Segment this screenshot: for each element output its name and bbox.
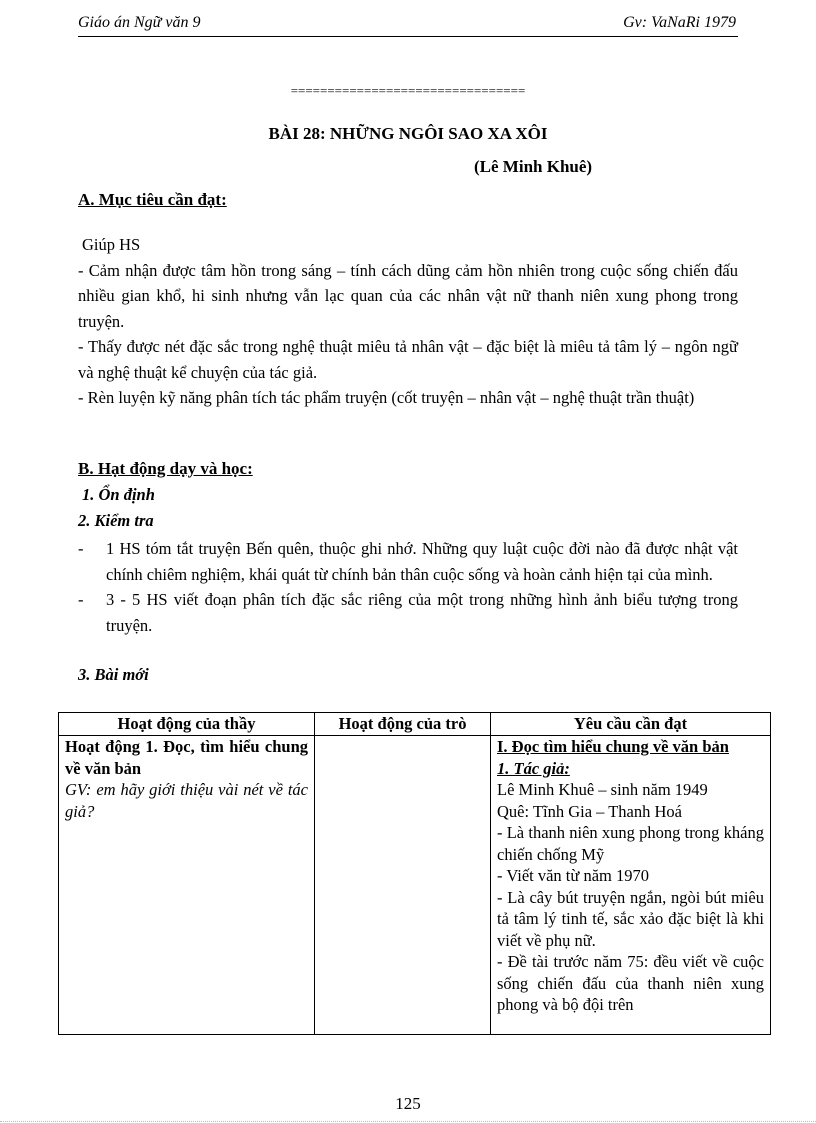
list-marker: - [78, 590, 84, 609]
requirement-line: Lê Minh Khuê – sinh năm 1949 [497, 780, 708, 799]
footer-rule [0, 1121, 816, 1122]
check-item [78, 536, 738, 587]
requirement-line: - Đề tài trước năm 75: đều viết về cuộc sống chiến đấu của thanh niên xung phong và bộ đội trên [497, 952, 764, 1014]
requirement-line: - Viết văn từ năm 1970 [497, 866, 649, 885]
lesson-table [58, 712, 771, 1035]
check-text: 1 HS tóm tắt truyện Bến quên, thuộc ghi nhớ. Những quy luật cuộc đời nào đã được nhật vật chính chiêm nghiệm, khái quát từ chính bản thân cuộc sống và hoàn cảnh hiện tại của mình. [106, 539, 738, 584]
requirements-cell [491, 736, 771, 1035]
lesson-author: (Lê Minh Khuê) [474, 157, 593, 176]
check-text: 3 - 5 HS viết đoạn phân tích đặc sắc riêng của một trong những hình ảnh biểu tượng trong truyện. [106, 590, 738, 635]
objective-point: - Thấy được nét đặc sắc trong nghệ thuật miêu tả nhân vật – đặc biệt là miêu tả tâm lý – ngôn ngữ và nghệ thuật kể chuyện của tác giả. [78, 337, 738, 382]
student-cell [315, 736, 491, 1035]
section-a-intro: Giúp HS [82, 235, 141, 254]
section-a-heading: A. Mục tiêu cần đạt: [78, 190, 227, 209]
activity-title: Hoạt động 1. Đọc, tìm hiểu chung về văn bản [65, 737, 308, 778]
requirements-subheading: 1. Tác giả: [497, 758, 570, 778]
teacher-question: GV: em hãy giới thiệu vài nét về tác giả? [65, 780, 308, 821]
column-header-requirements: Yêu cầu cần đạt [491, 713, 771, 736]
step-2: 2. Kiểm tra [78, 511, 154, 530]
header-left: Giáo án Ngữ văn 9 [78, 14, 201, 31]
requirement-line: Quê: Tĩnh Gia – Thanh Hoá [497, 801, 682, 821]
column-header-student: Hoạt động của trò [315, 713, 491, 736]
objective-point: - Rèn luyện kỹ năng phân tích tác phẩm truyện (cốt truyện – nhân vật – nghệ thuật trần thuật) [78, 388, 695, 407]
step-1: 1. Ổn định [82, 485, 155, 504]
step-3: 3. Bài mới [78, 665, 149, 684]
section-a-body [78, 232, 738, 411]
requirement-line: - Là cây bút truyện ngắn, ngòi bút miêu tả tâm lý tinh tế, sắc xảo đặc biệt là khi viết về phụ nữ. [497, 887, 764, 950]
check-item [78, 587, 738, 638]
check-list [78, 536, 738, 638]
list-marker: - [78, 539, 84, 558]
section-b-heading: B. Hạt động dạy và học: [78, 459, 253, 478]
lesson-title: BÀI 28: NHỮNG NGÔI SAO XA XÔI [268, 124, 548, 143]
requirement-line: - Là thanh niên xung phong trong kháng chiến chống Mỹ [497, 823, 764, 864]
column-header-teacher: Hoạt động của thầy [59, 713, 315, 736]
header-rule [78, 36, 738, 37]
table-row [59, 736, 771, 1035]
page-number: 125 [395, 1094, 421, 1113]
objective-point: - Cảm nhận được tâm hồn trong sáng – tính cách dũng cảm hồn nhiên trong cuộc sống chiến đấu nhiều gian khổ, hi sinh nhưng vẫn lạc quan của các nhân vật nữ thanh niên xung phong trong truyện. [78, 260, 738, 331]
teacher-cell [59, 736, 315, 1035]
requirements-heading: I. Đọc tìm hiểu chung về văn bản [497, 737, 729, 756]
table-header-row [59, 713, 771, 736]
title-divider: ================================ [290, 83, 526, 98]
header-right: Gv: VaNaRi 1979 [623, 14, 736, 31]
